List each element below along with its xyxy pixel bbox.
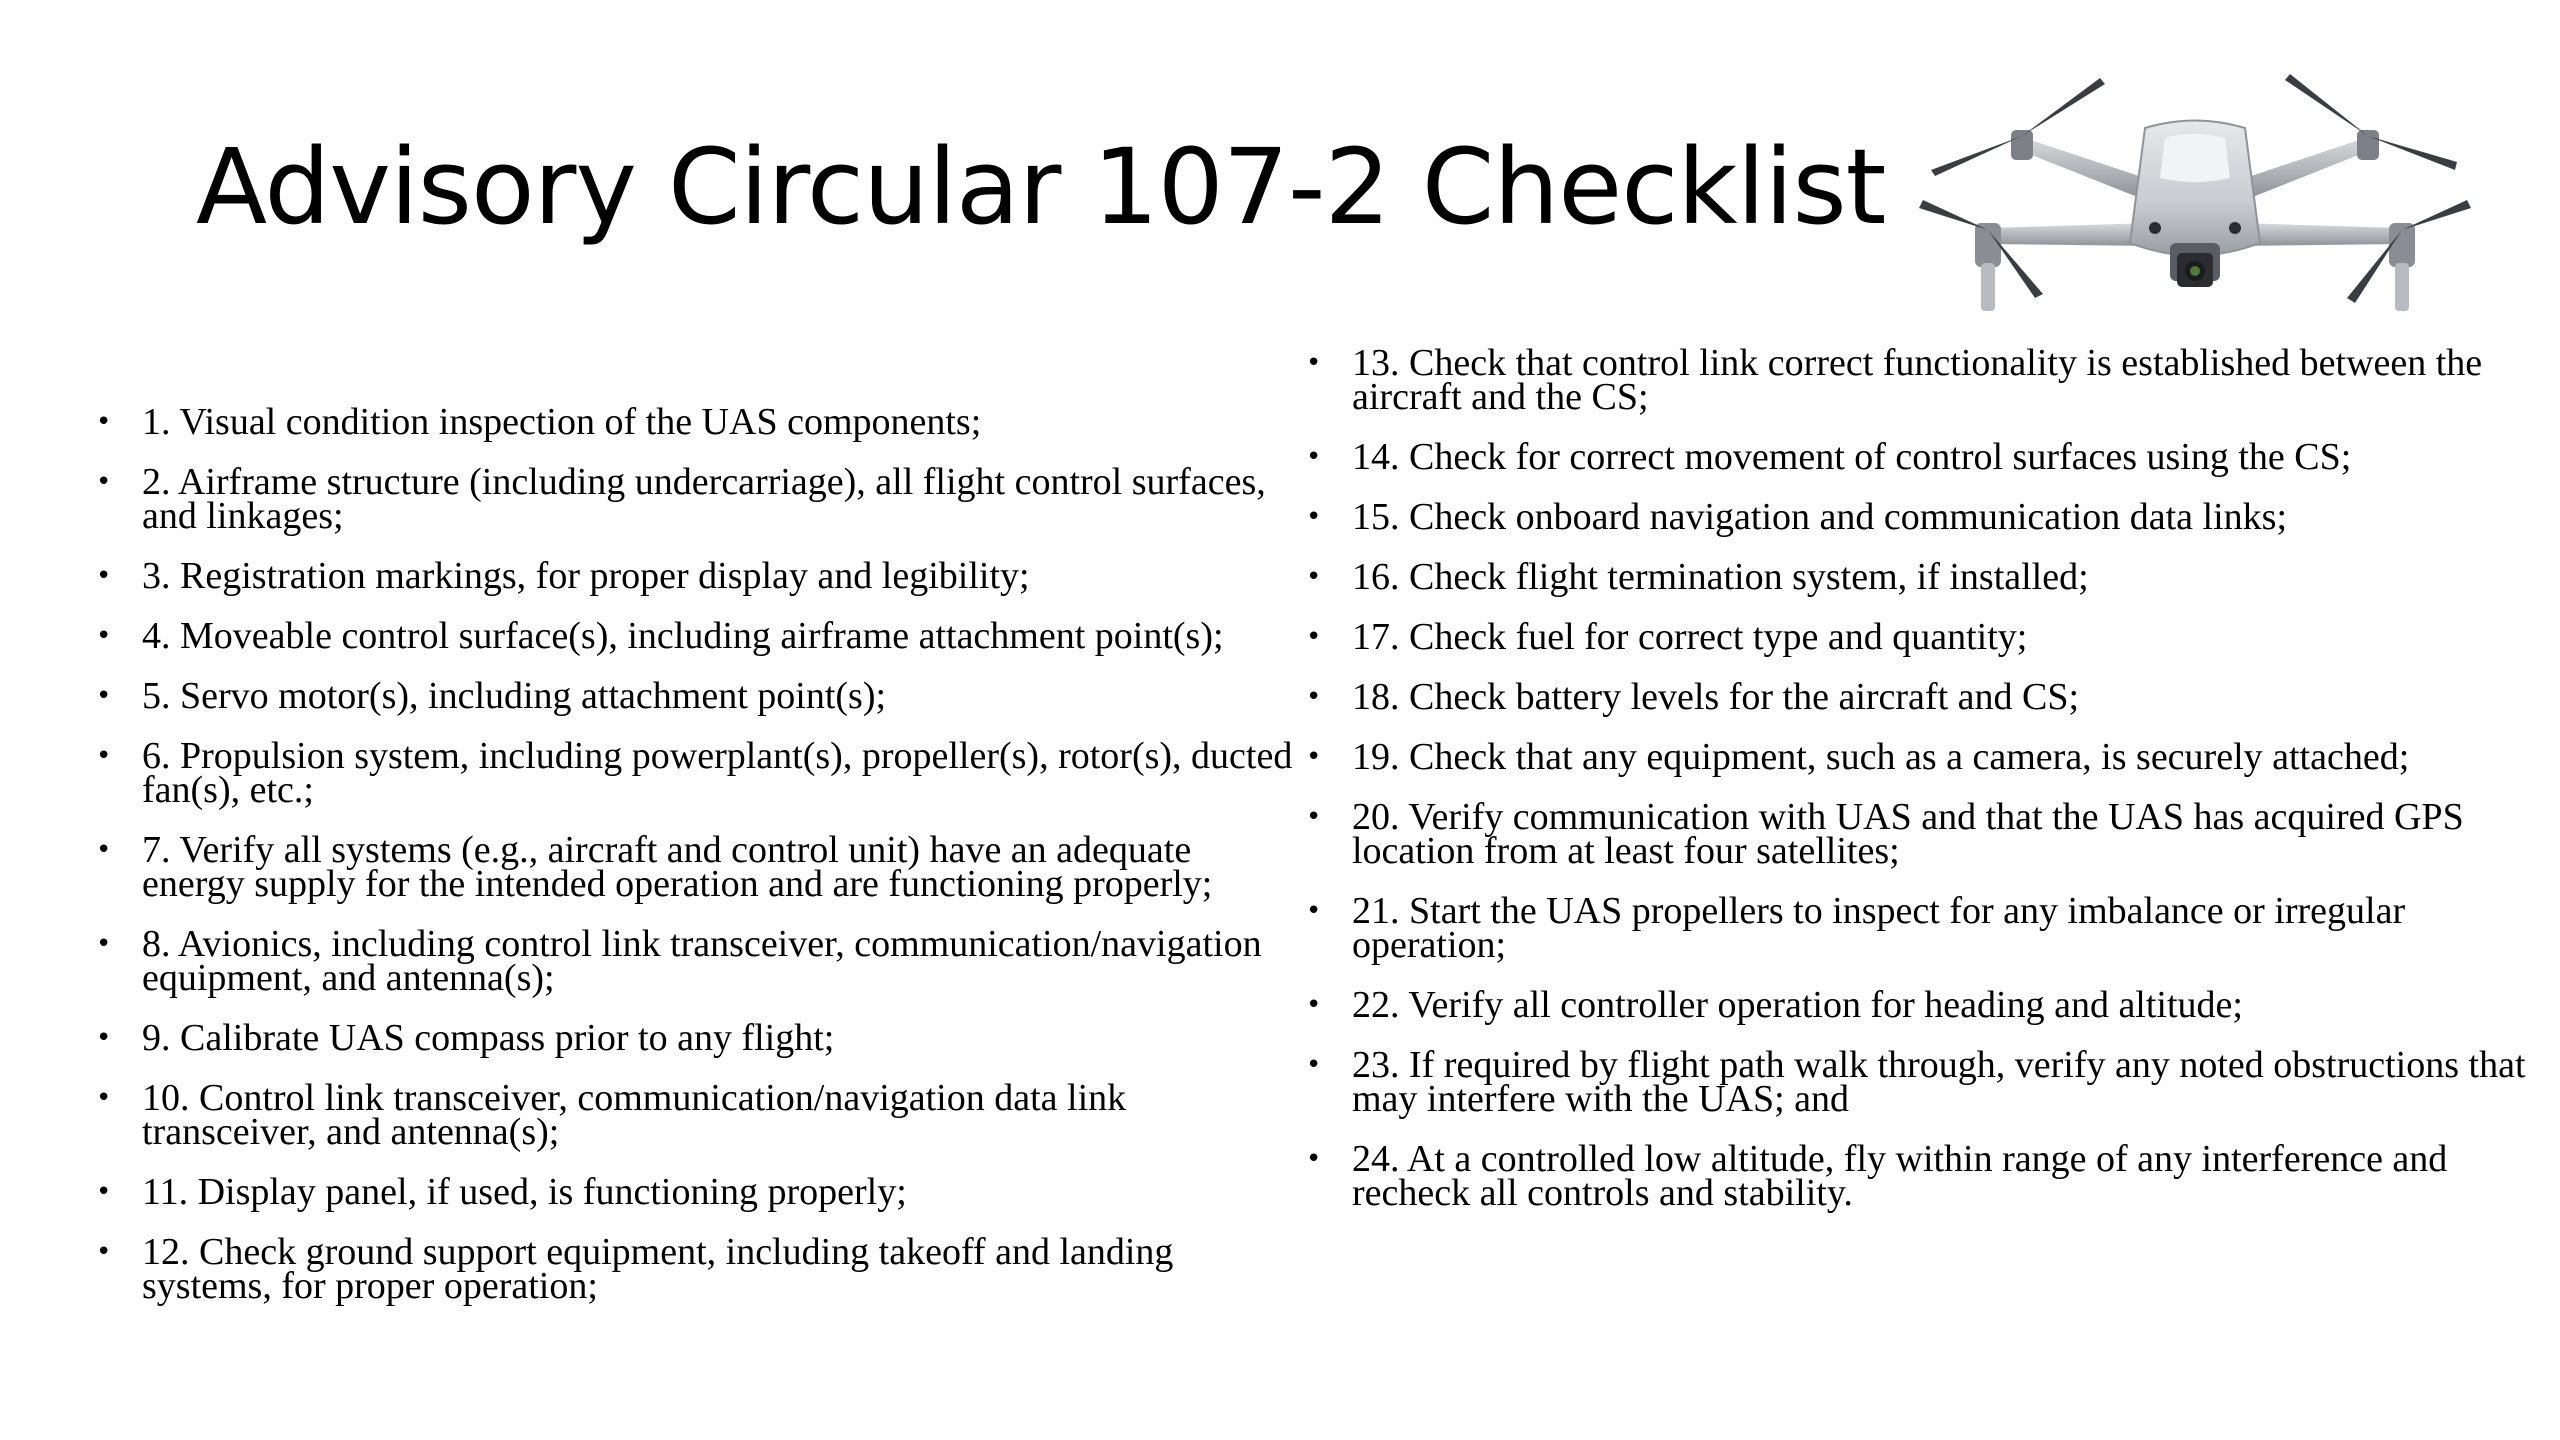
list-item-text: 21. Start the UAS propellers to inspect for any imbalance or irregular operation; <box>1352 890 2406 966</box>
bullet: • <box>1306 502 1322 532</box>
bullet: • <box>1306 1050 1322 1080</box>
bullet: • <box>1306 562 1322 592</box>
list-item <box>1306 496 2536 538</box>
list-item-text: 15. Check onboard navigation and communication data links; <box>1352 496 2288 538</box>
bullet: • <box>1306 442 1322 472</box>
list-item-text: 8. Avionics, including control link transceiver, communication/navigation equipment, and antenna(s); <box>142 923 1262 999</box>
list-item-text: 17. Check fuel for correct type and quantity; <box>1352 616 2028 658</box>
bullet: • <box>1306 896 1322 926</box>
list-item <box>1306 890 2536 966</box>
list-item-text: 19. Check that any equipment, such as a camera, is securely attached; <box>1352 736 2410 778</box>
list-item-text: 10. Control link transceiver, communication/navigation data link transceiver, and antenna(s); <box>142 1077 1127 1153</box>
list-item <box>1306 676 2536 718</box>
list-item-text: 18. Check battery levels for the aircraft and CS; <box>1352 676 2080 718</box>
list-item-text: 3. Registration markings, for proper display and legibility; <box>142 555 1030 597</box>
list-item <box>96 615 1296 657</box>
list-item <box>96 829 1296 905</box>
checklist-right-column <box>1306 342 2536 1236</box>
list-item-text: 1. Visual condition inspection of the UAS components; <box>142 401 982 443</box>
checklist-left-column <box>96 401 1296 1329</box>
bullet: • <box>1306 990 1322 1020</box>
list-item <box>1306 616 2536 658</box>
list-item <box>96 675 1296 717</box>
bullet: • <box>96 835 112 865</box>
drone-image <box>1915 58 2475 328</box>
list-item <box>1306 342 2536 418</box>
bullet: • <box>96 1023 112 1053</box>
list-item-text: 7. Verify all systems (e.g., aircraft and control unit) have an adequate energy supply for the intended operation and are functioning properly; <box>142 829 1213 905</box>
bullet: • <box>96 1083 112 1113</box>
list-item <box>1306 736 2536 778</box>
bullet: • <box>96 467 112 497</box>
bullet: • <box>1306 348 1322 378</box>
bullet: • <box>96 929 112 959</box>
list-item <box>1306 984 2536 1026</box>
list-item-text: 11. Display panel, if used, is functioning properly; <box>142 1171 907 1213</box>
list-item-text: 16. Check flight termination system, if installed; <box>1352 556 2089 598</box>
list-item-text: 24. At a controlled low altitude, fly within range of any interference and recheck all controls and stability. <box>1352 1138 2448 1214</box>
list-item-text: 4. Moveable control surface(s), including airframe attachment point(s); <box>142 615 1224 657</box>
list-item-text: 9. Calibrate UAS compass prior to any flight; <box>142 1017 835 1059</box>
bullet: • <box>96 561 112 591</box>
list-item <box>96 461 1296 537</box>
list-item <box>1306 1044 2536 1120</box>
bullet: • <box>96 681 112 711</box>
bullet: • <box>96 621 112 651</box>
bullet: • <box>96 1237 112 1267</box>
slide-title: Advisory Circular 107-2 Checklist <box>196 126 1886 248</box>
list-item-text: 13. Check that control link correct functionality is established between the aircraft and the CS; <box>1352 342 2483 418</box>
list-item-text: 14. Check for correct movement of control surfaces using the CS; <box>1352 436 2352 478</box>
list-item-text: 12. Check ground support equipment, including takeoff and landing systems, for proper operation; <box>142 1231 1174 1307</box>
list-item <box>1306 436 2536 478</box>
bullet: • <box>1306 622 1322 652</box>
bullet: • <box>1306 682 1322 712</box>
list-item-text: 22. Verify all controller operation for heading and altitude; <box>1352 984 2243 1026</box>
list-item <box>1306 556 2536 598</box>
list-item <box>96 555 1296 597</box>
list-item <box>96 735 1296 811</box>
bullet: • <box>96 407 112 437</box>
list-item-text: 6. Propulsion system, including powerplant(s), propeller(s), rotor(s), ducted fan(s), etc.; <box>142 735 1293 811</box>
bullet: • <box>1306 802 1322 832</box>
bullet: • <box>96 741 112 771</box>
list-item <box>96 923 1296 999</box>
bullet: • <box>1306 1144 1322 1174</box>
drone-icon <box>1915 58 2475 328</box>
list-item <box>96 401 1296 443</box>
list-item <box>96 1077 1296 1153</box>
list-item <box>96 1171 1296 1213</box>
list-item <box>1306 1138 2536 1214</box>
list-item-text: 5. Servo motor(s), including attachment point(s); <box>142 675 887 717</box>
list-item <box>96 1017 1296 1059</box>
bullet: • <box>1306 742 1322 772</box>
list-item-text: 2. Airframe structure (including undercarriage), all flight control surfaces, and linkages; <box>142 461 1266 537</box>
bullet: • <box>96 1177 112 1207</box>
list-item-text: 23. If required by flight path walk through, verify any noted obstructions that may interfere with the UAS; and <box>1352 1044 2526 1120</box>
list-item-text: 20. Verify communication with UAS and that the UAS has acquired GPS location from at least four satellites; <box>1352 796 2464 872</box>
list-item <box>96 1231 1296 1307</box>
list-item <box>1306 796 2536 872</box>
